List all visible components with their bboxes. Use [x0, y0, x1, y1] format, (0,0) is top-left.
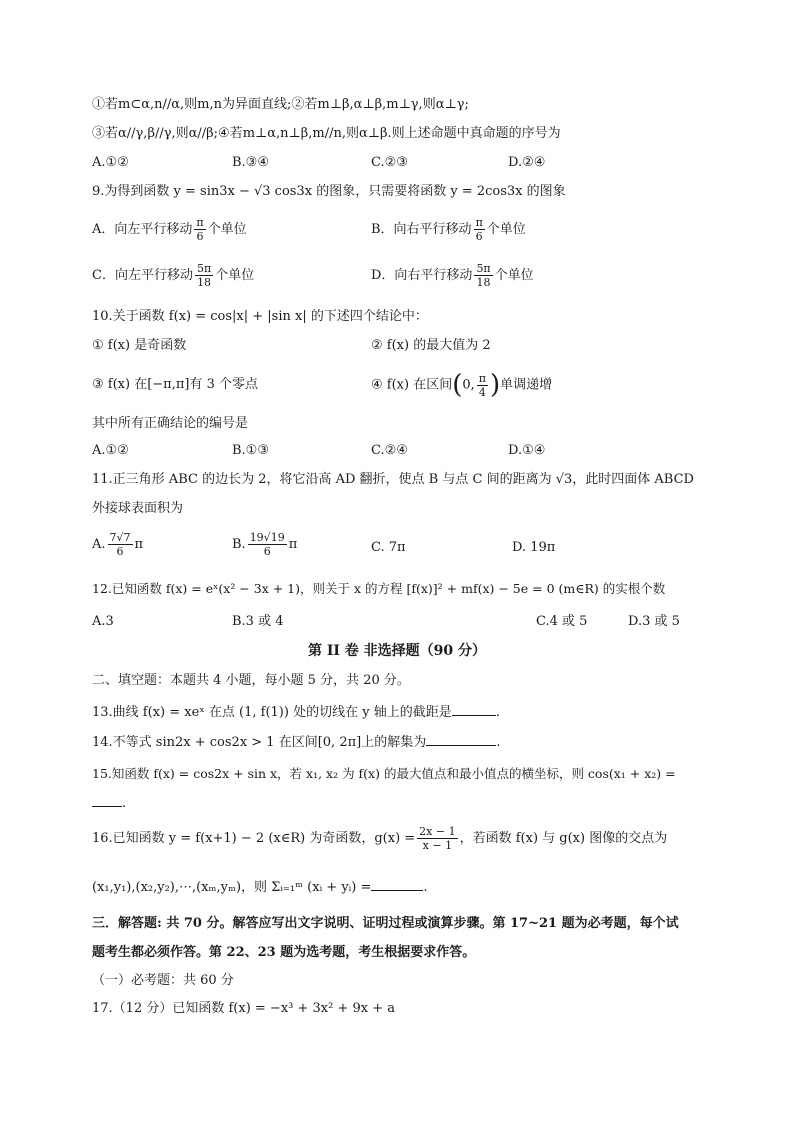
- q9-option-a-fraction: [194, 216, 205, 243]
- q11-line-2: 外接球表面积为: [92, 501, 184, 516]
- q9-option-d-text: D．向右平行移动: [371, 268, 473, 283]
- fraction-numerator: π: [196, 216, 204, 229]
- q10-conclusion-4-suffix: 单调递增: [500, 377, 553, 393]
- q9-option-d: [371, 262, 534, 289]
- q10-option-b: B.①③: [232, 443, 269, 458]
- q8-line-1: ①若m⊂α,n//α,则m,n为异面直线;②若m⊥β,α⊥β,m⊥γ,则α⊥γ;: [92, 97, 469, 112]
- q9-option-b-unit: 个单位: [486, 222, 526, 237]
- q13-text: 13.曲线 f(x) = xeˣ 在点 (1, f(1)) 处的切线在 y 轴上的截距是: [92, 705, 452, 720]
- fraction-denominator: 18: [476, 276, 491, 289]
- fraction-numerator: 2x − 1: [419, 825, 456, 838]
- q9-option-a-text: A．向左平行移动: [92, 222, 193, 237]
- fraction-denominator: 6: [263, 545, 271, 558]
- q15: 15.知函数 f(x) = cos2x + sin x，若 x₁, x₂ 为 f(x) 的最大值点和最小值点的横坐标，则 cos(x₁ + x₂) =: [92, 766, 676, 781]
- q16-text-end: ，若函数 f(x) 与 g(x) 图像的交点为: [459, 831, 668, 846]
- q17-stem: 17.（12 分）已知函数 f(x) = −x³ + 3x² + 9x + a: [92, 1001, 395, 1016]
- q11-line-1: 11.正三角形 ABC 的边长为 2，将它沿高 AD 翻折，使点 B 与点 C 间的距离为 √3，此时四面体 ABCD: [92, 472, 694, 487]
- fraction-numerator: 5π: [476, 262, 491, 275]
- fill-in-header: 二、填空题：本题共 4 小题，每小题 5 分，共 20 分。: [92, 673, 410, 688]
- answer-blank[interactable]: [426, 733, 496, 746]
- q11-option-b: [232, 531, 297, 558]
- q8-option-c: C.②③: [371, 155, 408, 170]
- q10-conclusion-4-text: ④ f(x) 在区间: [371, 377, 453, 393]
- required-section-label: （一）必考题：共 60 分: [92, 973, 234, 988]
- q9-option-b: [371, 216, 526, 243]
- q16-text-sum: (x₁,y₁),(x₂,y₂),⋯,(xₘ,yₘ)，则 Σᵢ₌₁ᵐ (xᵢ + yᵢ) =: [92, 880, 372, 895]
- part-2-title: 第 II 卷 非选择题（90 分）: [307, 643, 487, 659]
- q11-option-a-label: A.: [92, 537, 106, 552]
- q11-option-b-fraction: [248, 531, 287, 558]
- fraction-numerator: 7√7: [109, 531, 131, 544]
- q13: 13.曲线 f(x) = xeˣ 在点 (1, f(1)) 处的切线在 y 轴上的截距是 .: [92, 705, 500, 720]
- q12-stem: 12.已知函数 f(x) = eˣ(x² − 3x + 1)，则关于 x 的方程 [f(x)]² + mf(x) − 5e = 0 (m∈R) 的实根个数: [92, 581, 666, 596]
- fraction-denominator: 4: [478, 385, 486, 399]
- q10-option-c: C.②④: [371, 443, 408, 458]
- q10-conclusion-2: ② f(x) 的最大值为 2: [371, 338, 491, 353]
- q10-stem: 10.关于函数 f(x) = cos|x| + |sin x| 的下述四个结论中：: [92, 309, 428, 324]
- q9-option-c-text: C．向左平行移动: [92, 268, 193, 283]
- q9-option-d-unit: 个单位: [494, 268, 534, 283]
- fraction-numerator: 19√19: [249, 531, 285, 544]
- fraction-numerator: π: [475, 216, 483, 229]
- q11-option-d: D. 19π: [512, 540, 556, 555]
- answer-blank[interactable]: [92, 794, 122, 807]
- q9-option-c-unit: 个单位: [215, 268, 255, 283]
- q16-line-2: (x₁,y₁),(x₂,y₂),⋯,(xₘ,yₘ)，则 Σᵢ₌₁ᵐ (xᵢ + yᵢ) = .: [92, 880, 428, 895]
- q10-conclusion-3: ③ f(x) 在[−π,π]有 3 个零点: [92, 377, 258, 392]
- solve-header-2: 题考生都必须作答。第 22、23 题为选考题，考生根据要求作答。: [92, 945, 476, 960]
- q11-option-a: [92, 531, 143, 558]
- paren-left: (: [452, 370, 463, 400]
- q16-text-start: 16.已知函数 y = f(x+1) − 2 (x∈R) 为奇函数，g(x) =: [92, 831, 416, 846]
- q12-option-a: A.3: [92, 614, 114, 629]
- q9-option-c: [92, 262, 254, 289]
- q14-text: 14.不等式 sin2x + cos2x > 1 在区间[0, 2π]上的解集为: [92, 735, 427, 750]
- fraction-denominator: x − 1: [422, 839, 453, 852]
- solve-header-1: 三．解答题: 共 70 分。解答应写出文字说明、证明过程或演算步骤。第 17~21 题为必考题，每个试: [92, 916, 679, 931]
- q10-conclusion-1: ① f(x) 是奇函数: [92, 338, 187, 353]
- q10-option-a: A.①②: [92, 443, 129, 458]
- q10-ask: 其中所有正确结论的编号是: [92, 416, 249, 431]
- q10-conclusion-4-fraction: [477, 372, 488, 399]
- q12-option-d: D.3 或 5: [628, 614, 680, 629]
- q10-conclusion-4: [371, 368, 552, 403]
- q9-stem: 9.为得到函数 y = sin3x − √3 cos3x 的图象，只需要将函数 y = 2cos3x 的图象: [92, 184, 566, 199]
- q12-option-b: B.3 或 4: [232, 614, 284, 629]
- q10-interval-start: 0,: [462, 377, 475, 393]
- q9-option-a-unit: 个单位: [207, 222, 247, 237]
- q9-option-c-fraction: [195, 262, 213, 289]
- fraction-numerator: π: [478, 371, 487, 385]
- answer-blank[interactable]: [371, 878, 423, 891]
- q8-option-b: B.③④: [232, 155, 269, 170]
- fraction-denominator: 6: [116, 545, 124, 558]
- q9-option-a: [92, 216, 247, 243]
- q8-option-a: A.①②: [92, 155, 129, 170]
- q14: 14.不等式 sin2x + cos2x > 1 在区间[0, 2π]上的解集为 .: [92, 735, 501, 750]
- q11-option-a-fraction: [108, 531, 133, 558]
- q9-option-b-text: B．向右平行移动: [371, 222, 472, 237]
- q11-option-c: C. 7π: [371, 540, 406, 555]
- q8-line-2: ③若α//γ,β//γ,则α//β;④若m⊥α,n⊥β,m//n,则α⊥β.则上述命题中真命题的序号为: [92, 126, 561, 141]
- fraction-denominator: 6: [475, 230, 483, 243]
- q15-blank-line: .: [92, 794, 126, 813]
- q11-option-a-pi: π: [134, 537, 144, 552]
- fraction-denominator: 18: [197, 276, 212, 289]
- q12-option-c: C.4 或 5: [536, 614, 588, 629]
- q16-line-1: [92, 824, 667, 854]
- paren-right: ): [490, 370, 501, 400]
- q11-option-b-label: B.: [232, 537, 246, 552]
- q9-option-b-fraction: [474, 216, 485, 243]
- fraction-denominator: 6: [196, 230, 204, 243]
- q16-fraction: [417, 825, 457, 852]
- q9-option-d-fraction: [474, 262, 492, 289]
- q10-option-d: D.①④: [508, 443, 546, 458]
- answer-blank[interactable]: [452, 703, 496, 716]
- fraction-numerator: 5π: [196, 262, 212, 275]
- q11-option-b-pi: π: [288, 537, 298, 552]
- q8-option-d: D.②④: [508, 155, 546, 170]
